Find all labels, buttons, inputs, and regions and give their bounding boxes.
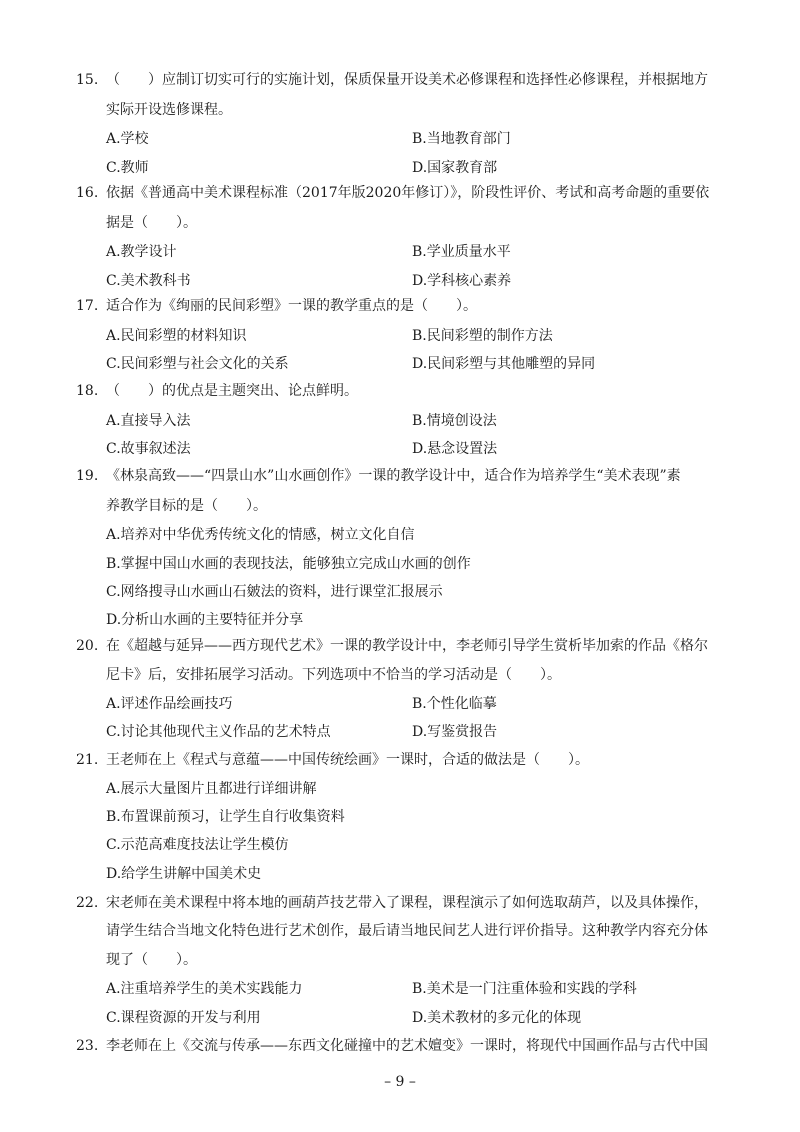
option-c[interactable]: C.课程资源的开发与利用 <box>106 1010 261 1026</box>
option-d[interactable]: D.国家教育部 <box>412 160 498 176</box>
option-d[interactable]: D.民间彩塑与其他雕塑的异同 <box>412 356 596 372</box>
option-d[interactable]: D.美术教材的多元化的体现 <box>412 1010 582 1026</box>
option-d[interactable]: D.悬念设置法 <box>412 441 498 457</box>
option-a[interactable]: A.评述作品绘画技巧 <box>106 696 233 712</box>
question-stem-continued: 实际开设选修课程。 <box>106 102 232 118</box>
question-stem-continued: 请学生结合当地文化特色进行艺术创作，最后请当地民间艺人进行评价指导。这种教学内容充分体 <box>106 923 708 939</box>
question-number: 21. <box>76 752 99 768</box>
question-stem: 19. 《林泉高致——“四景山水”山水画创作》一课的教学设计中，适合作为培养学生“美术表现”素 <box>76 468 681 484</box>
question-number: 17. <box>76 298 99 314</box>
option-c[interactable]: C.民间彩塑与社会文化的关系 <box>106 356 289 372</box>
option-a[interactable]: A.注重培养学生的美术实践能力 <box>106 981 303 997</box>
option-c[interactable]: C.美术教科书 <box>106 273 191 289</box>
question-number: 23. <box>76 1038 99 1054</box>
question-stem-continued: 据是（ ）。 <box>106 215 197 231</box>
question-stem: 23. 李老师在上《交流与传承——东西文化碰撞中的艺术嬗变》一课时，将现代中国画作品与古代中国 <box>76 1038 708 1054</box>
question-number: 19. <box>76 468 99 484</box>
option-a[interactable]: A.学校 <box>106 131 149 147</box>
option-c[interactable]: C.教师 <box>106 160 149 176</box>
option-b[interactable]: B.布置课前预习，让学生自行收集资料 <box>106 809 345 825</box>
option-b[interactable]: B.学业质量水平 <box>412 244 511 260</box>
option-a[interactable]: A.培养对中华优秀传统文化的情感，树立文化自信 <box>106 527 415 543</box>
option-a[interactable]: A.直接导入法 <box>106 413 191 429</box>
question-stem: 21. 王老师在上《程式与意蕴——中国传统绘画》一课时，合适的做法是（ ）。 <box>76 752 589 768</box>
option-d[interactable]: D.给学生讲解中国美术史 <box>106 866 262 882</box>
option-d[interactable]: D.分析山水画的主要特征并分享 <box>106 612 304 628</box>
option-d[interactable]: D.写鉴赏报告 <box>412 724 498 740</box>
question-number: 22. <box>76 895 99 911</box>
option-c[interactable]: C.讨论其他现代主义作品的艺术特点 <box>106 724 331 740</box>
question-stem: 20. 在《超越与延异——西方现代艺术》一课的教学设计中，李老师引导学生赏析毕加索的作品《格尔 <box>76 638 708 654</box>
question-number: 20. <box>76 638 99 654</box>
option-a[interactable]: A.展示大量图片且都进行详细讲解 <box>106 781 317 797</box>
option-b[interactable]: B.当地教育部门 <box>412 131 511 147</box>
question-stem: 15. （ ）应制订切实可行的实施计划，保质保量开设美术必修课程和选择性必修课程，并根据地方 <box>76 72 708 88</box>
option-c[interactable]: C.网络搜寻山水画山石皴法的资料，进行课堂汇报展示 <box>106 584 443 600</box>
option-b[interactable]: B.掌握中国山水画的表现技法，能够独立完成山水画的创作 <box>106 556 471 572</box>
question-stem-continued: 养教学目标的是（ ）。 <box>106 498 267 514</box>
question-number: 16. <box>76 185 99 201</box>
question-stem: 22. 宋老师在美术课程中将本地的画葫芦技艺带入了课程，课程演示了如何选取葫芦，以及具体操作， <box>76 895 708 911</box>
question-stem: 18. （ ）的优点是主题突出、论点鲜明。 <box>76 383 358 399</box>
page-number: – 9 – <box>384 1074 416 1090</box>
option-b[interactable]: B.民间彩塑的制作方法 <box>412 328 553 344</box>
question-stem: 17. 适合作为《绚丽的民间彩塑》一课的教学重点的是（ ）。 <box>76 298 477 314</box>
option-b[interactable]: B.美术是一门注重体验和实践的学科 <box>412 981 637 997</box>
question-number: 18. <box>76 383 99 399</box>
option-d[interactable]: D.学科核心素养 <box>412 273 512 289</box>
option-c[interactable]: C.示范高难度技法让学生模仿 <box>106 837 289 853</box>
question-stem-continued: 尼卡》后，安排拓展学习活动。下列选项中不恰当的学习活动是（ ）。 <box>106 667 561 683</box>
question-stem: 16. 依据《普通高中美术课程标准（2017年版2020年修订）》，阶段性评价、考试和高考命题的重要依 <box>76 185 710 201</box>
question-number: 15. <box>76 72 99 88</box>
option-c[interactable]: C.故事叙述法 <box>106 441 191 457</box>
option-a[interactable]: A.教学设计 <box>106 244 177 260</box>
option-b[interactable]: B.情境创设法 <box>412 413 497 429</box>
option-b[interactable]: B.个性化临摹 <box>412 696 497 712</box>
option-a[interactable]: A.民间彩塑的材料知识 <box>106 328 247 344</box>
question-stem-continued: 现了（ ）。 <box>106 952 197 968</box>
